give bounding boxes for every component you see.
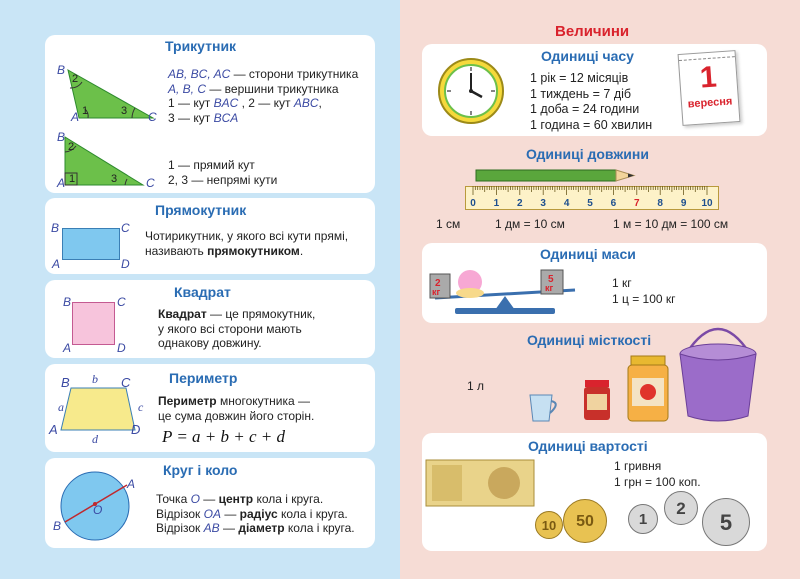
time-unit-line: 1 доба = 24 години	[530, 102, 640, 116]
perimeter-description: Периметр многокутника — це сума довжин його сторін.	[158, 394, 315, 423]
coin-50: 50	[563, 499, 607, 543]
tri2-vertex-b: B	[57, 130, 66, 144]
time-unit-line: 1 тиждень = 7 діб	[530, 86, 632, 101]
scales-icon	[425, 262, 585, 320]
triangle-description: AB, BC, AC — сторони трикутника A, B, C — вершини трикутника 1 — кут BAC , 2 — кут ABC, 3 — кут BCA	[168, 67, 359, 125]
ruler-label: 4	[563, 198, 570, 209]
jar-large-icon	[627, 356, 669, 422]
coin-2: 2	[664, 491, 698, 525]
square-shape	[72, 302, 115, 345]
coin-5: 5	[702, 498, 750, 546]
ruler-label: 8	[657, 198, 663, 209]
length-title: Одиниці довжини	[526, 146, 649, 162]
length-unit-cm: 1 см	[436, 217, 461, 231]
rectangle-shape	[62, 228, 120, 260]
trap-vertex-c: C	[121, 375, 131, 390]
money-unit-kop: 1 грн = 100 коп.	[614, 475, 701, 489]
ruler-label: 7	[634, 198, 640, 209]
trap-side-c: c	[138, 400, 144, 414]
ruler-label: 9	[680, 198, 687, 209]
time-unit-line: 1 година = 60 хвилин	[530, 117, 653, 132]
tri1-angle-3: 3	[121, 105, 128, 117]
time-unit-line: 1 рік = 12 місяців	[530, 71, 629, 85]
sq-vertex-c: C	[117, 295, 126, 309]
banknote-icon	[426, 460, 536, 508]
pencil-icon	[476, 166, 646, 184]
ruler-label: 10	[701, 198, 713, 209]
weight-2kg-value: 2	[435, 278, 441, 289]
trap-vertex-a: A	[49, 422, 58, 437]
circle-title: Круг і коло	[163, 462, 238, 478]
circle-description: Точка O — центр кола і круга. Відрізок OA — радіус кола і круга. Відрізок AB — діаметр кола і круга.	[156, 492, 355, 535]
rect-vertex-b: B	[51, 221, 60, 235]
ruler-label: 0	[470, 198, 476, 209]
tri1-vertex-c: C	[148, 110, 157, 124]
rect-vertex-a: A	[52, 257, 61, 271]
cup-icon	[528, 393, 562, 423]
coin-1: 1	[628, 504, 658, 534]
money-title: Одиниці вартості	[528, 438, 648, 454]
tri1-vertex-b: B	[57, 63, 66, 77]
trap-vertex-d: D	[131, 422, 141, 437]
circle-point-o: O	[93, 503, 103, 517]
square-description: Квадрат — це прямокутник, у якого всі сторони мають однакову довжину.	[158, 307, 316, 350]
time-title: Одиниці часу	[541, 48, 634, 64]
money-unit-hryvnia: 1 гривня	[614, 459, 662, 473]
right-triangle-description: 1 — прямий кут 2, 3 — непрямі кути	[168, 158, 278, 187]
tri2-angle-3: 3	[111, 173, 118, 185]
bucket-icon	[678, 314, 758, 426]
tri1-angle-2: 2	[72, 73, 79, 85]
clock-icon	[437, 57, 505, 125]
weight-2kg-unit: кг	[432, 287, 441, 297]
weight-5kg-unit: кг	[545, 283, 554, 293]
trap-side-d: d	[92, 432, 98, 446]
square-title: Квадрат	[174, 284, 231, 300]
ruler-label: 2	[517, 198, 523, 209]
tri2-angle-1: 1	[69, 173, 76, 185]
calendar-day: 1	[698, 60, 718, 95]
rectangle-description: Чотирикутник, у якого всі кути прямі, називають прямокутником.	[145, 229, 349, 258]
triangle-title: Трикутник	[165, 38, 237, 54]
mass-unit-kg: 1 кг	[612, 276, 632, 290]
circle-point-b: B	[53, 519, 62, 533]
rectangle-title: Прямокутник	[155, 202, 247, 218]
trap-side-a: a	[58, 400, 64, 414]
ruler-label: 6	[610, 198, 617, 209]
sq-vertex-a: A	[63, 341, 72, 355]
sq-vertex-b: B	[63, 295, 72, 309]
perimeter-formula: P = a + b + c + d	[162, 427, 286, 446]
jar-small-icon	[583, 380, 611, 420]
ruler-label: 5	[587, 198, 593, 209]
time-units	[530, 71, 652, 133]
calendar-icon	[678, 50, 741, 126]
tri1-angle-1: 1	[82, 105, 89, 117]
capacity-title: Одиниці місткості	[527, 332, 652, 348]
tri2-angle-2: 2	[68, 141, 75, 153]
rect-vertex-d: D	[121, 257, 130, 271]
length-unit-dm: 1 дм = 10 см	[495, 217, 565, 231]
ruler-label: 1	[493, 198, 500, 209]
coin-10: 10	[535, 511, 563, 539]
tri1-vertex-a: A	[71, 110, 80, 124]
mass-title: Одиниці маси	[540, 246, 636, 262]
trap-side-b: b	[92, 372, 98, 386]
trap-vertex-b: B	[61, 375, 70, 390]
tri2-vertex-c: C	[146, 176, 155, 190]
right-heading: Величини	[555, 23, 630, 40]
calendar-month: вересня	[687, 95, 733, 111]
ruler-labels	[465, 198, 719, 210]
ruler-label: 3	[540, 198, 546, 209]
tri2-vertex-a: A	[57, 176, 66, 190]
sq-vertex-d: D	[117, 341, 126, 355]
mass-unit-centner: 1 ц = 100 кг	[612, 292, 676, 306]
perimeter-title: Периметр	[169, 370, 238, 386]
capacity-unit-l: 1 л	[467, 379, 485, 393]
rect-vertex-c: C	[121, 221, 130, 235]
length-unit-m: 1 м = 10 дм = 100 см	[613, 217, 729, 231]
circle-point-a: A	[127, 477, 136, 491]
weight-5kg-value: 5	[548, 274, 554, 285]
